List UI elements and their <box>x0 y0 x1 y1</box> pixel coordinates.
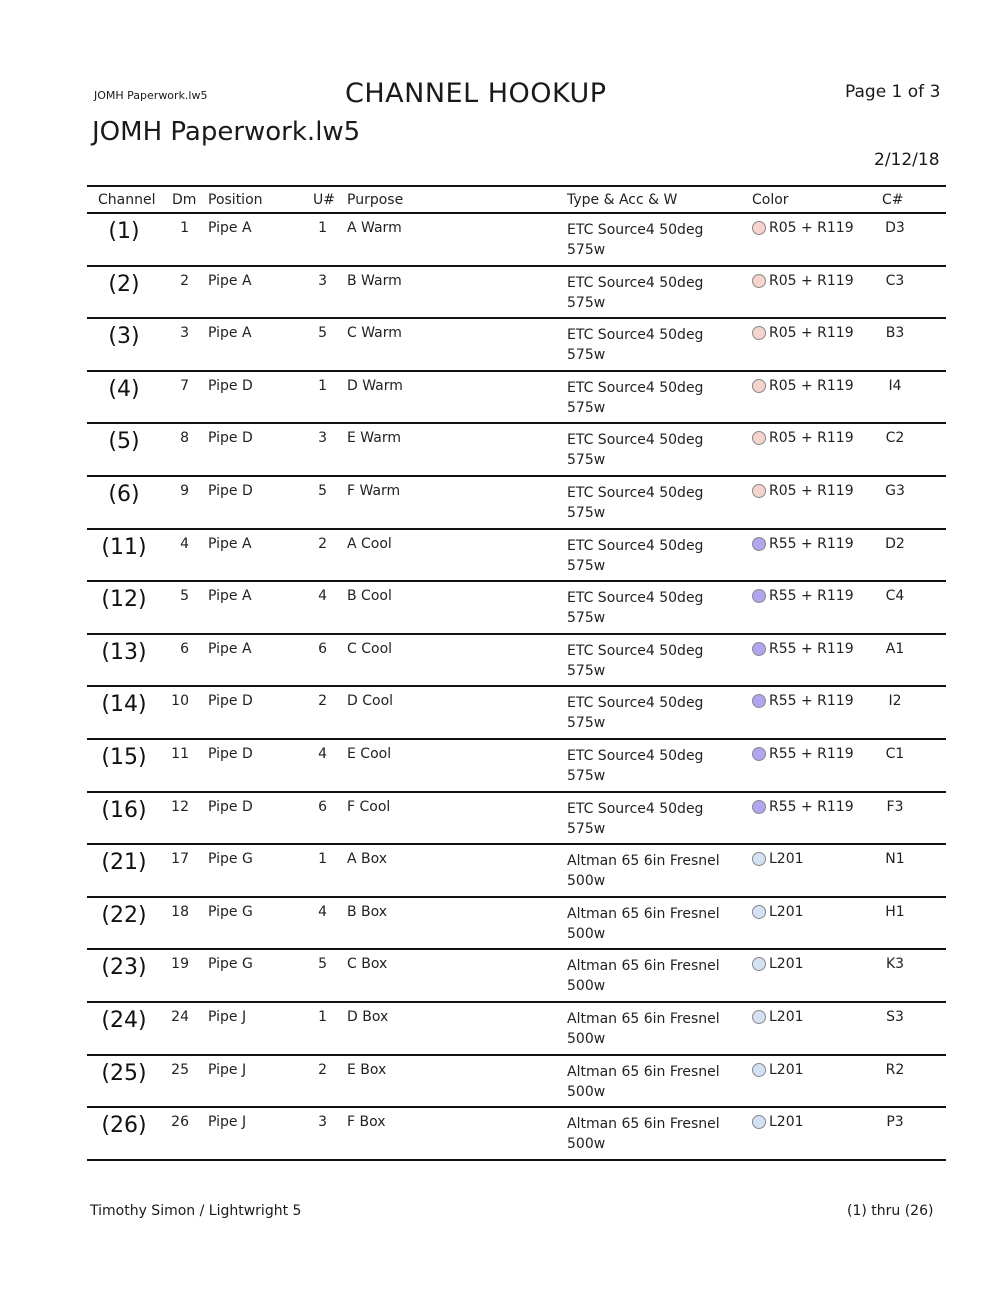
instrument-wattage: 575w <box>567 715 606 732</box>
circuit-number: C2 <box>885 430 905 447</box>
circuit-number: D3 <box>885 220 905 236</box>
color-swatch-icon <box>752 1010 766 1024</box>
column-header-position: Position <box>208 192 263 208</box>
purpose-text: C Box <box>347 956 388 973</box>
instrument-name: ETC Source4 50deg <box>567 432 704 449</box>
instrument-type <box>567 378 703 418</box>
page-number: Page 1 of 3 <box>845 82 941 102</box>
circuit-number: G3 <box>885 482 905 499</box>
table-row <box>87 582 946 635</box>
color-swatch-icon <box>752 221 766 235</box>
table-row <box>87 898 946 951</box>
purpose-text: A Cool <box>347 535 392 552</box>
purpose-text: E Warm <box>347 430 401 447</box>
instrument-name: ETC Source4 50deg <box>567 379 704 396</box>
instrument-name: ETC Source4 50deg <box>567 222 704 238</box>
instrument-wattage: 500w <box>567 925 606 942</box>
gel-color <box>752 851 804 867</box>
position-name: Pipe J <box>208 1061 247 1078</box>
color-swatch-icon <box>752 852 766 866</box>
unit-number: 6 <box>318 798 327 815</box>
dimmer-number: 7 <box>180 377 189 394</box>
circuit-number: K3 <box>885 956 905 973</box>
instrument-name: Altman 65 6in Fresnel <box>567 905 720 922</box>
table-row <box>87 1108 946 1161</box>
instrument-name: ETC Source4 50deg <box>567 747 704 764</box>
page-title: CHANNEL HOOKUP <box>345 78 607 109</box>
dimmer-number: 24 <box>171 1008 189 1025</box>
gel-color <box>752 273 854 289</box>
circuit-number: F3 <box>886 798 904 815</box>
gel-color <box>752 220 854 236</box>
color-swatch-icon <box>752 1115 766 1129</box>
instrument-type <box>567 746 703 786</box>
instrument-name: Altman 65 6in Fresnel <box>567 1010 720 1027</box>
channel-number: (1) <box>108 219 140 244</box>
gel-color-label: R05 + R119 <box>769 325 854 342</box>
color-swatch-icon <box>752 747 766 761</box>
unit-number: 1 <box>318 220 327 236</box>
column-header-unit: U# <box>313 192 335 208</box>
gel-color-label: R55 + R119 <box>769 745 854 762</box>
instrument-name: ETC Source4 50deg <box>567 642 704 659</box>
footer-range: (1) thru (26) <box>847 1203 934 1219</box>
channel-number: (24) <box>101 1007 147 1033</box>
unit-number: 4 <box>318 588 327 605</box>
table-row <box>87 687 946 740</box>
gel-color <box>752 693 854 709</box>
gel-color <box>752 325 854 341</box>
gel-color <box>752 1062 804 1078</box>
gel-color-label: R55 + R119 <box>769 640 854 657</box>
unit-number: 1 <box>318 377 327 394</box>
position-name: Pipe D <box>208 377 253 394</box>
purpose-text: B Box <box>347 903 388 920</box>
color-swatch-icon <box>752 642 766 656</box>
instrument-wattage: 575w <box>567 504 606 521</box>
gel-color <box>752 378 854 394</box>
instrument-name: Altman 65 6in Fresnel <box>567 853 720 870</box>
instrument-wattage: 575w <box>567 767 606 784</box>
circuit-number: B3 <box>885 325 905 342</box>
unit-number: 3 <box>318 272 327 289</box>
table-row <box>87 530 946 583</box>
color-swatch-icon <box>752 431 766 445</box>
position-name: Pipe D <box>208 798 253 815</box>
gel-color <box>752 799 854 815</box>
table-row <box>87 793 946 846</box>
top-divider <box>87 185 946 187</box>
instrument-name: ETC Source4 50deg <box>567 274 704 291</box>
dimmer-number: 17 <box>171 851 189 868</box>
channel-number: (4) <box>108 376 140 402</box>
instrument-name: Altman 65 6in Fresnel <box>567 1063 720 1080</box>
channel-number: (11) <box>101 534 147 560</box>
dimmer-number: 3 <box>180 325 189 342</box>
channel-number: (16) <box>101 797 147 823</box>
column-header-purpose: Purpose <box>347 192 404 208</box>
gel-color-label: L201 <box>769 903 804 920</box>
dimmer-number: 4 <box>180 535 189 552</box>
gel-color <box>752 1114 804 1130</box>
gel-color <box>752 483 854 499</box>
unit-number: 6 <box>318 640 327 657</box>
instrument-wattage: 575w <box>567 610 606 627</box>
color-swatch-icon <box>752 957 766 971</box>
instrument-wattage: 500w <box>567 978 606 995</box>
gel-color <box>752 641 854 657</box>
table-row <box>87 1003 946 1056</box>
unit-number: 5 <box>318 325 327 342</box>
unit-number: 5 <box>318 482 327 499</box>
gel-color-label: R05 + R119 <box>769 430 854 447</box>
channel-number: (14) <box>101 692 147 718</box>
gel-color-label: R55 + R119 <box>769 535 854 552</box>
gel-color-label: R55 + R119 <box>769 693 854 710</box>
circuit-number: H1 <box>885 903 905 920</box>
purpose-text: D Box <box>347 1008 389 1025</box>
gel-color-label: L201 <box>769 1061 804 1078</box>
color-swatch-icon <box>752 326 766 340</box>
print-date: 2/12/18 <box>874 150 940 170</box>
purpose-text: F Cool <box>347 798 391 815</box>
instrument-name: ETC Source4 50deg <box>567 484 704 501</box>
instrument-wattage: 500w <box>567 1030 606 1047</box>
circuit-number: C3 <box>885 272 905 289</box>
channel-number: (25) <box>101 1060 147 1086</box>
dimmer-number: 1 <box>180 220 189 236</box>
gel-color <box>752 956 804 972</box>
color-swatch-icon <box>752 694 766 708</box>
instrument-type <box>567 273 703 313</box>
dimmer-number: 2 <box>180 272 189 289</box>
instrument-wattage: 575w <box>567 294 606 311</box>
channel-number: (26) <box>101 1113 147 1139</box>
instrument-type <box>567 693 703 733</box>
purpose-text: E Box <box>347 1061 387 1078</box>
table-row <box>87 477 946 530</box>
table-row <box>87 740 946 793</box>
gel-color-label: R05 + R119 <box>769 220 854 236</box>
unit-number: 3 <box>318 1114 327 1131</box>
instrument-type <box>567 430 703 470</box>
circuit-number: C1 <box>885 745 905 762</box>
circuit-number: D2 <box>885 535 905 552</box>
purpose-text: A Box <box>347 851 388 868</box>
unit-number: 3 <box>318 430 327 447</box>
table-row <box>87 1056 946 1109</box>
instrument-wattage: 575w <box>567 662 606 679</box>
instrument-type <box>567 1114 720 1154</box>
circuit-number: S3 <box>886 1008 904 1025</box>
dimmer-number: 5 <box>180 588 189 605</box>
position-name: Pipe D <box>208 430 253 447</box>
instrument-wattage: 575w <box>567 399 606 416</box>
dimmer-number: 11 <box>171 745 189 762</box>
hookup-table <box>87 214 946 1161</box>
file-name-small: JOMH Paperwork.lw5 <box>94 89 208 102</box>
column-header-type: Type & Acc & W <box>567 192 678 208</box>
channel-number: (15) <box>101 744 147 770</box>
table-row <box>87 845 946 898</box>
color-swatch-icon <box>752 484 766 498</box>
gel-color <box>752 588 854 604</box>
instrument-type <box>567 325 703 365</box>
position-name: Pipe G <box>208 956 253 973</box>
gel-color <box>752 904 804 920</box>
color-swatch-icon <box>752 379 766 393</box>
table-row <box>87 950 946 1003</box>
unit-number: 4 <box>318 903 327 920</box>
position-name: Pipe G <box>208 903 253 920</box>
gel-color-label: L201 <box>769 851 804 868</box>
dimmer-number: 25 <box>171 1061 189 1078</box>
footer-author: Timothy Simon / Lightwright 5 <box>90 1203 302 1219</box>
unit-number: 5 <box>318 956 327 973</box>
gel-color <box>752 430 854 446</box>
instrument-wattage: 500w <box>567 873 606 890</box>
gel-color-label: R55 + R119 <box>769 588 854 605</box>
instrument-name: Altman 65 6in Fresnel <box>567 958 720 975</box>
channel-number: (22) <box>101 902 147 928</box>
column-header-color: Color <box>752 192 789 208</box>
dimmer-number: 12 <box>171 798 189 815</box>
gel-color-label: R55 + R119 <box>769 798 854 815</box>
position-name: Pipe J <box>208 1008 247 1025</box>
channel-number: (2) <box>108 271 140 297</box>
position-name: Pipe A <box>208 220 252 236</box>
table-row <box>87 372 946 425</box>
instrument-wattage: 575w <box>567 452 606 469</box>
unit-number: 1 <box>318 1008 327 1025</box>
instrument-wattage: 500w <box>567 1136 606 1153</box>
table-row <box>87 635 946 688</box>
circuit-number: N1 <box>885 851 905 868</box>
gel-color-label: R05 + R119 <box>769 272 854 289</box>
unit-number: 2 <box>318 535 327 552</box>
instrument-type <box>567 641 703 681</box>
unit-number: 4 <box>318 745 327 762</box>
column-header-channel: Channel <box>98 192 156 208</box>
gel-color <box>752 536 854 552</box>
purpose-text: E Cool <box>347 745 392 762</box>
dimmer-number: 9 <box>180 482 189 499</box>
position-name: Pipe A <box>208 588 252 605</box>
circuit-number: I4 <box>888 377 902 394</box>
purpose-text: A Warm <box>347 220 402 236</box>
column-header-circuit: C# <box>882 192 904 208</box>
dimmer-number: 19 <box>171 956 189 973</box>
dimmer-number: 18 <box>171 903 189 920</box>
instrument-name: ETC Source4 50deg <box>567 695 704 712</box>
circuit-number: P3 <box>886 1114 904 1131</box>
gel-color-label: L201 <box>769 1114 804 1131</box>
purpose-text: F Box <box>347 1114 386 1131</box>
instrument-type <box>567 956 720 996</box>
instrument-wattage: 575w <box>567 820 606 837</box>
position-name: Pipe A <box>208 535 252 552</box>
purpose-text: D Cool <box>347 693 394 710</box>
color-swatch-icon <box>752 589 766 603</box>
channel-number: (13) <box>101 639 147 665</box>
channel-number: (5) <box>108 429 140 455</box>
instrument-wattage: 575w <box>567 242 606 258</box>
gel-color-label: R05 + R119 <box>769 482 854 499</box>
gel-color-label: R05 + R119 <box>769 377 854 394</box>
instrument-type <box>567 588 703 628</box>
gel-color <box>752 1009 804 1025</box>
instrument-wattage: 500w <box>567 1083 606 1100</box>
file-name: JOMH Paperwork.lw5 <box>92 117 361 147</box>
dimmer-number: 6 <box>180 640 189 657</box>
instrument-type <box>567 220 703 260</box>
purpose-text: D Warm <box>347 377 403 394</box>
purpose-text: B Warm <box>347 272 402 289</box>
instrument-name: Altman 65 6in Fresnel <box>567 1116 720 1133</box>
instrument-type <box>567 1009 720 1049</box>
instrument-type <box>567 483 703 523</box>
color-swatch-icon <box>752 537 766 551</box>
position-name: Pipe A <box>208 640 252 657</box>
channel-number: (3) <box>108 324 140 350</box>
channel-number: (6) <box>108 481 140 507</box>
circuit-number: A1 <box>885 640 905 657</box>
instrument-type <box>567 851 720 891</box>
position-name: Pipe D <box>208 693 253 710</box>
table-row <box>87 319 946 372</box>
color-swatch-icon <box>752 274 766 288</box>
instrument-type <box>567 799 703 839</box>
circuit-number: R2 <box>885 1061 905 1078</box>
instrument-type <box>567 536 703 576</box>
unit-number: 2 <box>318 693 327 710</box>
dimmer-number: 10 <box>171 693 189 710</box>
instrument-name: ETC Source4 50deg <box>567 327 704 344</box>
color-swatch-icon <box>752 800 766 814</box>
instrument-name: ETC Source4 50deg <box>567 537 704 554</box>
gel-color-label: L201 <box>769 956 804 973</box>
column-header-dimmer: Dm <box>172 192 197 208</box>
purpose-text: F Warm <box>347 482 401 499</box>
purpose-text: B Cool <box>347 588 392 605</box>
color-swatch-icon <box>752 1063 766 1077</box>
unit-number: 2 <box>318 1061 327 1078</box>
channel-number: (12) <box>101 587 147 613</box>
instrument-name: ETC Source4 50deg <box>567 800 704 817</box>
position-name: Pipe D <box>208 482 253 499</box>
instrument-name: ETC Source4 50deg <box>567 590 704 607</box>
color-swatch-icon <box>752 905 766 919</box>
channel-number: (23) <box>101 955 147 981</box>
gel-color-label: L201 <box>769 1008 804 1025</box>
unit-number: 1 <box>318 851 327 868</box>
dimmer-number: 26 <box>171 1114 189 1131</box>
table-row <box>87 214 946 267</box>
purpose-text: C Warm <box>347 325 402 342</box>
position-name: Pipe A <box>208 325 252 342</box>
table-row <box>87 424 946 477</box>
instrument-type <box>567 904 720 944</box>
channel-number: (21) <box>101 850 147 876</box>
position-name: Pipe A <box>208 272 252 289</box>
circuit-number: I2 <box>888 693 902 710</box>
position-name: Pipe G <box>208 851 253 868</box>
position-name: Pipe J <box>208 1114 247 1131</box>
instrument-wattage: 575w <box>567 557 606 574</box>
circuit-number: C4 <box>885 588 905 605</box>
dimmer-number: 8 <box>180 430 189 447</box>
table-row <box>87 267 946 320</box>
instrument-wattage: 575w <box>567 347 606 364</box>
position-name: Pipe D <box>208 745 253 762</box>
gel-color <box>752 746 854 762</box>
purpose-text: C Cool <box>347 640 393 657</box>
instrument-type <box>567 1062 720 1102</box>
